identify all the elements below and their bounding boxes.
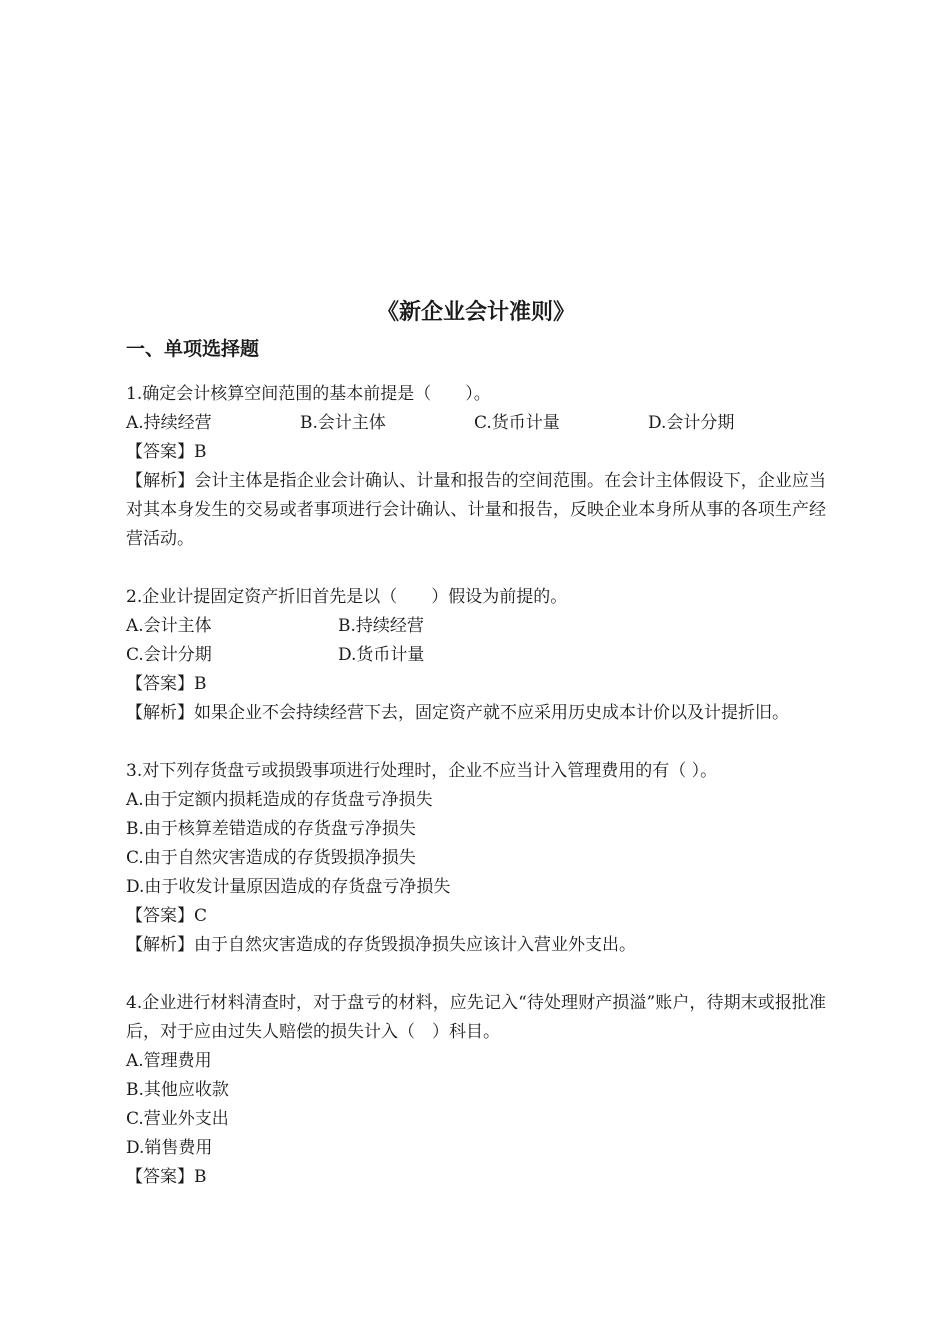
analysis-label: 【解析】 [126,471,195,491]
document-page [126,296,826,1192]
option-b: B.其他应收款 [126,1080,229,1100]
option-c: C.营业外支出 [126,1109,229,1129]
question-4 [126,989,826,1192]
analysis-text: 会计主体是指企业会计确认、计量和报告的空间范围。在会计主体假设下，企业应当对其本身发生的交易或者事项进行会计确认、计量和报告，反映企业本身所从事的各项生产经营活动。 [126,471,827,549]
question-stem: 1.确定会计核算空间范围的基本前提是（ ）。 [126,384,491,404]
option-c: C.由于自然灾害造成的存货毁损净损失 [126,848,416,868]
option-c: C.货币计量 [474,413,560,433]
analysis-text: 由于自然灾害造成的存货毁损净损失应该计入营业外支出。 [194,935,636,955]
option-row [126,409,826,438]
analysis-text: 如果企业不会持续经营下去，固定资产就不应采用历史成本计价以及计提折旧。 [194,703,789,723]
analysis-paragraph [126,467,826,554]
answer-label: 【答案】 [126,1167,194,1187]
option-b: B.持续经营 [338,616,424,636]
option-row [126,641,826,670]
answer-line [126,902,826,931]
section-title: 一、单项选择题 [126,338,260,360]
answer-value: B [194,1167,207,1187]
answer-label: 【答案】 [126,442,194,462]
answer-label: 【答案】 [126,674,194,694]
document-title: 《新企业会计准则》 [376,300,575,325]
option-a: A.会计主体 [126,616,212,636]
spacer [126,960,826,989]
option-b: B.会计主体 [300,413,386,433]
question-1 [126,380,826,554]
option-d: D.销售费用 [126,1138,213,1158]
option-d: D.由于收发计量原因造成的存货盘亏净损失 [126,877,451,897]
spacer [126,728,826,757]
question-stem: 4.企业进行材料清查时，对于盘亏的材料，应先记入“待处理财产损溢”账户，待期末或报批准后，对于应由过失人赔偿的损失计入（ ）科目。 [126,993,826,1042]
analysis-paragraph [126,699,826,728]
option-d: D.会计分期 [648,413,735,433]
answer-line [126,670,826,699]
answer-value: B [194,442,207,462]
answer-label: 【答案】 [126,906,194,926]
question-stem: 3.对下列存货盘亏或损毁事项进行处理时，企业不应当计入管理费用的有（ ）。 [126,761,718,781]
option-d: D.货币计量 [338,645,425,665]
analysis-paragraph [126,931,826,960]
question-2 [126,583,826,728]
option-a: A.由于定额内损耗造成的存货盘亏净损失 [126,790,433,810]
answer-value: C [194,906,208,926]
question-stem: 2.企业计提固定资产折旧首先是以（ ）假设为前提的。 [126,587,568,607]
option-a: A.管理费用 [126,1051,212,1071]
option-row [126,612,826,641]
answer-line [126,1163,826,1192]
option-b: B.由于核算差错造成的存货盘亏净损失 [126,819,416,839]
analysis-label: 【解析】 [126,703,194,723]
analysis-label: 【解析】 [126,935,194,955]
answer-line [126,438,826,467]
answer-value: B [194,674,207,694]
option-c: C.会计分期 [126,645,212,665]
spacer [126,554,826,583]
question-3 [126,757,826,960]
option-a: A.持续经营 [126,413,212,433]
